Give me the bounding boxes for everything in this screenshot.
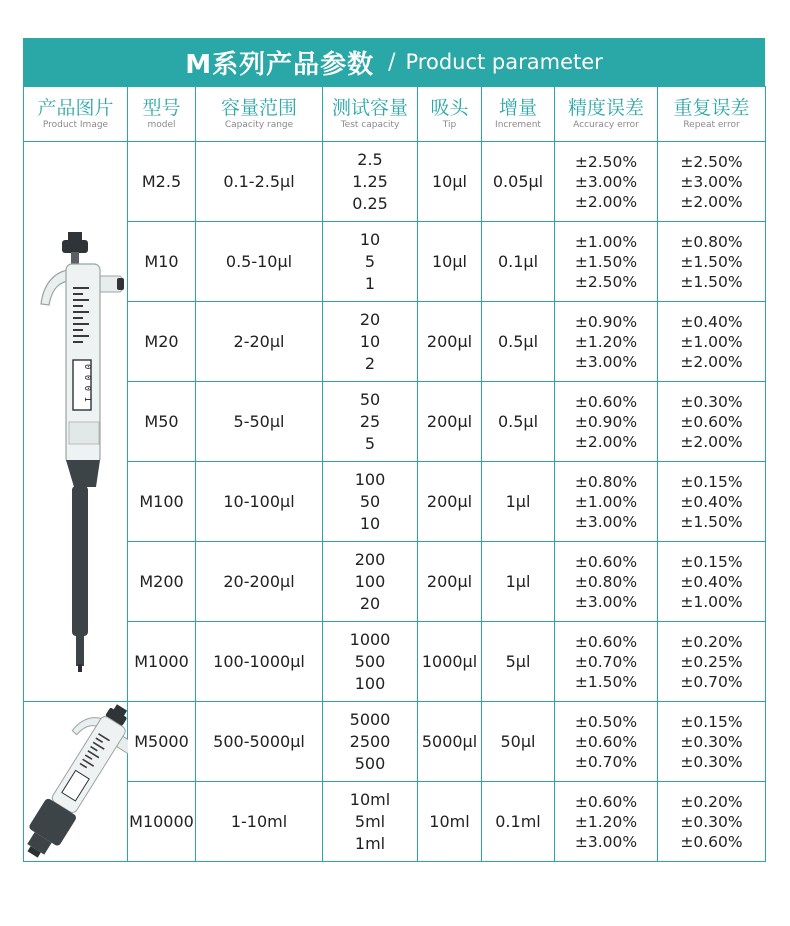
repeat-error-cell-value: ±0.60% <box>680 832 743 851</box>
accuracy-error-cell-value: ±0.80% <box>574 472 638 491</box>
model-cell: M200 <box>128 542 196 622</box>
test-capacity-cell-value: 10 <box>359 229 381 249</box>
repeat-error-cell-value: ±2.00% <box>680 192 743 211</box>
accuracy-error-cell-value: ±0.60% <box>574 392 638 411</box>
header-product-image: 产品图片 Product Image <box>24 87 128 142</box>
test-capacity-cell <box>323 462 418 542</box>
test-capacity-cell <box>323 622 418 702</box>
repeat-error-cell-value: ±0.25% <box>680 652 743 671</box>
increment-cell: 0.5μl <box>482 382 555 462</box>
model-cell: M10 <box>128 222 196 302</box>
repeat-error-cell-value: ±2.00% <box>680 432 743 451</box>
capacity-range-cell: 10-100μl <box>196 462 323 542</box>
repeat-error-cell <box>658 542 766 622</box>
header-test-capacity: 测试容量 Test capacity <box>323 87 418 142</box>
capacity-range-cell: 2-20μl <box>196 302 323 382</box>
title-en: Product parameter <box>405 50 603 74</box>
header-tip: 吸头 Tip <box>418 87 482 142</box>
capacity-range-cell: 1-10ml <box>196 782 323 862</box>
accuracy-error-cell-value: ±0.80% <box>574 572 638 591</box>
pipette-volume-display: 0 0 0 1 <box>82 364 92 402</box>
table-row <box>24 622 766 702</box>
tip-cell: 10μl <box>418 142 482 222</box>
repeat-error-cell-value: ±2.50% <box>680 152 743 171</box>
test-capacity-cell-value: 500 <box>354 753 386 773</box>
test-capacity-cell <box>323 782 418 862</box>
accuracy-error-cell <box>555 542 658 622</box>
repeat-error-cell-value: ±0.30% <box>680 812 743 831</box>
accuracy-error-cell-value: ±1.50% <box>574 252 638 271</box>
header-model: 型号 model <box>128 87 196 142</box>
pipette-illustration <box>24 142 128 702</box>
test-capacity-cell-value: 1.25 <box>352 171 388 191</box>
repeat-error-cell <box>658 782 766 862</box>
increment-cell: 50μl <box>482 702 555 782</box>
repeat-error-cell-value: ±1.50% <box>680 272 743 291</box>
test-capacity-cell-value: 500 <box>354 651 386 671</box>
test-capacity-cell-value: 25 <box>359 411 381 431</box>
tip-cell: 10μl <box>418 222 482 302</box>
increment-cell: 0.1ml <box>482 782 555 862</box>
model-cell: M5000 <box>128 702 196 782</box>
product-image-large-pipette <box>24 702 128 862</box>
test-capacity-cell-value: 10ml <box>349 789 391 809</box>
repeat-error-cell <box>658 462 766 542</box>
accuracy-error-cell-value: ±2.00% <box>574 192 638 211</box>
accuracy-error-cell <box>555 302 658 382</box>
capacity-range-cell: 20-200μl <box>196 542 323 622</box>
accuracy-error-cell-value: ±1.50% <box>574 672 638 691</box>
accuracy-error-cell-value: ±3.00% <box>574 512 638 531</box>
test-capacity-cell-value: 200 <box>354 549 386 569</box>
test-capacity-cell-value: 10 <box>359 331 381 351</box>
test-capacity-cell <box>323 142 418 222</box>
title-separator: / <box>388 49 396 75</box>
repeat-error-cell-value: ±0.20% <box>680 632 743 651</box>
accuracy-error-cell-value: ±2.50% <box>574 272 638 291</box>
tip-cell: 10ml <box>418 782 482 862</box>
test-capacity-cell-value: 100 <box>354 469 386 489</box>
test-capacity-cell-value: 5ml <box>354 811 386 831</box>
tip-cell: 1000μl <box>418 622 482 702</box>
accuracy-error-cell-value: ±1.20% <box>574 812 638 831</box>
accuracy-error-cell <box>555 382 658 462</box>
model-cell: M50 <box>128 382 196 462</box>
model-cell: M1000 <box>128 622 196 702</box>
repeat-error-cell-value: ±1.00% <box>680 592 743 611</box>
repeat-error-cell-value: ±0.30% <box>680 732 743 751</box>
accuracy-error-cell <box>555 462 658 542</box>
accuracy-error-cell-value: ±0.90% <box>574 312 638 331</box>
accuracy-error-cell <box>555 702 658 782</box>
tip-cell: 200μl <box>418 382 482 462</box>
accuracy-error-cell-value: ±1.20% <box>574 332 638 351</box>
accuracy-error-cell-value: ±0.60% <box>574 632 638 651</box>
header-capacity-range: 容量范围 Capacity range <box>196 87 323 142</box>
accuracy-error-cell-value: ±3.00% <box>574 832 638 851</box>
header-repeat-error: 重复误差 Repeat error <box>658 87 766 142</box>
accuracy-error-cell-value: ±2.00% <box>574 432 638 451</box>
repeat-error-cell-value: ±1.50% <box>680 252 743 271</box>
accuracy-error-cell-value: ±1.00% <box>574 232 638 251</box>
repeat-error-cell-value: ±0.30% <box>680 752 743 771</box>
accuracy-error-cell-value: ±1.00% <box>574 492 638 511</box>
test-capacity-cell <box>323 542 418 622</box>
accuracy-error-cell-value: ±0.70% <box>574 652 638 671</box>
test-capacity-cell-value: 20 <box>359 593 381 613</box>
table-row <box>24 302 766 382</box>
repeat-error-cell <box>658 302 766 382</box>
accuracy-error-cell-value: ±2.50% <box>574 152 638 171</box>
repeat-error-cell-value: ±1.00% <box>680 332 743 351</box>
table-row <box>24 222 766 302</box>
table-row <box>24 702 766 782</box>
accuracy-error-cell <box>555 222 658 302</box>
test-capacity-cell <box>323 382 418 462</box>
accuracy-error-cell-value: ±3.00% <box>574 352 638 371</box>
table-row <box>24 382 766 462</box>
repeat-error-cell-value: ±1.50% <box>680 512 743 531</box>
increment-cell: 0.5μl <box>482 302 555 382</box>
repeat-error-cell <box>658 382 766 462</box>
test-capacity-cell-value: 1ml <box>354 833 386 853</box>
accuracy-error-cell-value: ±0.60% <box>574 732 638 751</box>
test-capacity-cell <box>323 702 418 782</box>
model-cell: M10000 <box>128 782 196 862</box>
large-pipette-illustration <box>24 702 128 860</box>
header-accuracy-error: 精度误差 Accuracy error <box>555 87 658 142</box>
table-row <box>24 142 766 222</box>
test-capacity-cell-value: 20 <box>359 309 381 329</box>
repeat-error-cell-value: ±0.40% <box>680 492 743 511</box>
model-cell: M100 <box>128 462 196 542</box>
repeat-error-cell-value: ±0.20% <box>680 792 743 811</box>
repeat-error-cell <box>658 142 766 222</box>
model-cell: M2.5 <box>128 142 196 222</box>
accuracy-error-cell <box>555 782 658 862</box>
increment-cell: 0.1μl <box>482 222 555 302</box>
repeat-error-cell-value: ±0.70% <box>680 672 743 691</box>
repeat-error-cell-value: ±0.15% <box>680 552 743 571</box>
test-capacity-cell-value: 2500 <box>349 731 391 751</box>
test-capacity-cell-value: 10 <box>359 513 381 533</box>
tip-cell: 5000μl <box>418 702 482 782</box>
repeat-error-cell-value: ±0.80% <box>680 232 743 251</box>
accuracy-error-cell-value: ±3.00% <box>574 172 638 191</box>
repeat-error-cell-value: ±0.30% <box>680 392 743 411</box>
accuracy-error-cell-value: ±0.50% <box>574 712 638 731</box>
model-cell: M20 <box>128 302 196 382</box>
capacity-range-cell: 0.5-10μl <box>196 222 323 302</box>
repeat-error-cell-value: ±3.00% <box>680 172 743 191</box>
increment-cell: 1μl <box>482 462 555 542</box>
repeat-error-cell-value: ±0.60% <box>680 412 743 431</box>
repeat-error-cell-value: ±2.00% <box>680 352 743 371</box>
capacity-range-cell: 500-5000μl <box>196 702 323 782</box>
increment-cell: 0.05μl <box>482 142 555 222</box>
repeat-error-cell-value: ±0.15% <box>680 472 743 491</box>
table-row <box>24 542 766 622</box>
test-capacity-cell-value: 1000 <box>349 629 391 649</box>
repeat-error-cell-value: ±0.15% <box>680 712 743 731</box>
accuracy-error-cell-value: ±0.60% <box>574 552 638 571</box>
capacity-range-cell: 5-50μl <box>196 382 323 462</box>
accuracy-error-cell-value: ±3.00% <box>574 592 638 611</box>
product-image-small-pipette <box>24 142 128 702</box>
tip-cell: 200μl <box>418 542 482 622</box>
test-capacity-cell-value: 0.25 <box>352 193 388 213</box>
header-increment: 增量 Increment <box>482 87 555 142</box>
test-capacity-cell <box>323 222 418 302</box>
table-row <box>24 782 766 862</box>
test-capacity-cell-value: 100 <box>354 571 386 591</box>
test-capacity-cell-value: 2.5 <box>357 149 383 169</box>
repeat-error-cell-value: ±0.40% <box>680 572 743 591</box>
accuracy-error-cell-value: ±0.60% <box>574 792 638 811</box>
tip-cell: 200μl <box>418 302 482 382</box>
test-capacity-cell-value: 50 <box>359 389 381 409</box>
accuracy-error-cell <box>555 622 658 702</box>
capacity-range-cell: 0.1-2.5μl <box>196 142 323 222</box>
header-row <box>24 87 766 142</box>
accuracy-error-cell-value: ±0.70% <box>574 752 638 771</box>
test-capacity-cell-value: 2 <box>364 353 376 373</box>
title-zh: M系列产品参数 <box>185 49 375 80</box>
tip-cell: 200μl <box>418 462 482 542</box>
test-capacity-cell-value: 1 <box>364 273 376 293</box>
test-capacity-cell-value: 50 <box>359 491 381 511</box>
test-capacity-cell-value: 100 <box>354 673 386 693</box>
increment-cell: 1μl <box>482 542 555 622</box>
parameter-table <box>23 86 766 862</box>
title-banner <box>23 38 765 86</box>
test-capacity-cell-value: 5 <box>364 433 376 453</box>
table-row <box>24 462 766 542</box>
test-capacity-cell-value: 5 <box>364 251 376 271</box>
test-capacity-cell <box>323 302 418 382</box>
capacity-range-cell: 100-1000μl <box>196 622 323 702</box>
repeat-error-cell-value: ±0.40% <box>680 312 743 331</box>
test-capacity-cell-value: 5000 <box>349 709 391 729</box>
repeat-error-cell <box>658 222 766 302</box>
repeat-error-cell <box>658 702 766 782</box>
accuracy-error-cell-value: ±0.90% <box>574 412 638 431</box>
increment-cell: 5μl <box>482 622 555 702</box>
accuracy-error-cell <box>555 142 658 222</box>
repeat-error-cell <box>658 622 766 702</box>
